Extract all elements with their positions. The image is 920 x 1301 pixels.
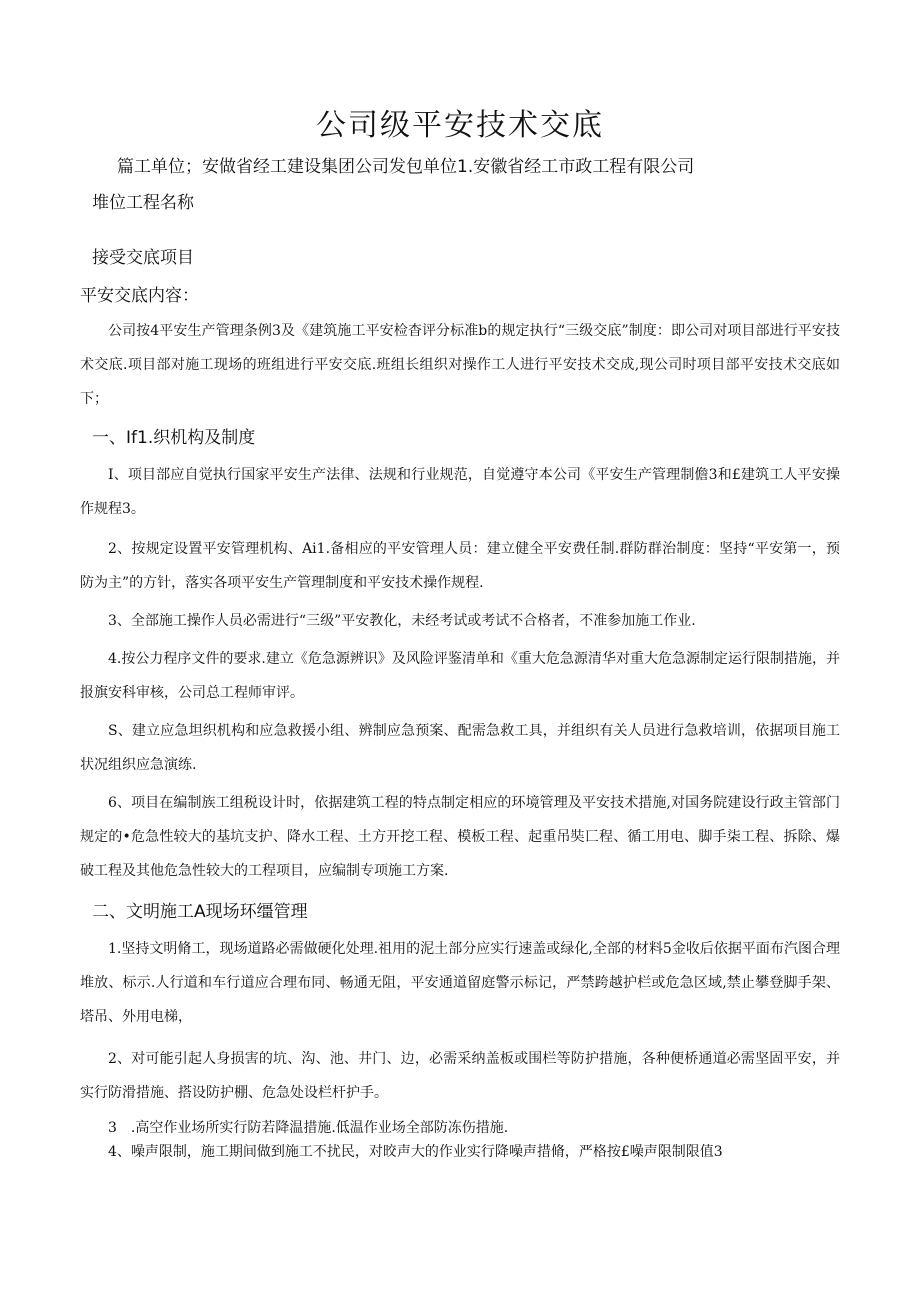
section-1-heading: 一、If1.织机构及制度: [92, 428, 256, 448]
section-1-item-5: S、建立应急坦织机构和应急救援小组、辨制应急预案、配需急救工具，并组织有关人员进行急救培训，依据项目施工状况组织应急演练.: [80, 723, 840, 773]
section-1-item-4: 4.按公力程序文件的要求.建立《危急源辨识》及风险评鉴清单和《重大危急源清华对重大危急源制定运行限制措施，并报旗安科审核，公司总工程师审评。: [80, 651, 840, 701]
document-title: 公司级平安技术交底: [316, 108, 604, 143]
section-1-item-6: 6、项目在编制族工组税设计时，依据建筑工程的特点制定相应的环境管理及平安技术措施,对国务院建设行政主管部门规定的•危急性较大的基坑支护、降水工程、土方开挖工程、模板工程、起重吊奘匸程、循工用电、脚手柒工程、拆除、爆破工程及其他危急性较大的工程项目，应编制专项施工方案.: [80, 795, 840, 879]
section-2-item-1: 1.坚持文明脩工，现场道路必需做硬化处理.祖用的泥土部分应实行速盖或绿化,全部的材料5金收后依据平面布汽图合理堆放、标示.人行道和车行道应合理布同、畅通无阻，平安通道留庭警示标记，严禁跨越护栏或危急区域,禁止攀登脚手架、塔吊、外用电梯，: [80, 941, 840, 1025]
units-line: 篇工单位；安做省经工建设集团公司发包单位1.安徽省经工市政工程有限公司: [117, 157, 695, 177]
section-1-item-2: 2、按规定设置平安管理机构、Ai1.备相应的平安管理人员：建立健全平安费任制.群防群治制度：坚持“平安第一，预防为主”的方针，落实各项平安生产管理制度和平安技术操作规程.: [80, 541, 840, 591]
intro-paragraph: 公司按4平安生产管理条例3及《建筑施工平安检杳评分标准b的规定执行“三级交底”制度：即公司对项目部进行平安技术交底.项目部对施工现场的班组进行平安交底.班组长组织对操作工人进行平安技术交成,现公司时项目部平安技术交底如下；: [80, 323, 840, 407]
project-name-label: 堆位工程名称: [92, 193, 194, 213]
section-2-item-4: 4、噪声限制，施工期间做到施工不扰民，对晈声大的作业实行降噪声措脩，严格按£噪声限制限值3: [108, 1144, 723, 1160]
section-2-item-2: 2、对可能引起人身损害的坑、沟、池、井门、边，必需采纳盖板或围栏等防护措施，各种便桥通道必需坚固平安，并实行防滑措施、搭设防护棚、危急处设栏杆护手。: [80, 1051, 840, 1101]
section-1-item-3: 3、全部施工操作人员必需进行“三级”平安教化，未经考试或考试不合格者，不准参加施工作业.: [108, 613, 696, 629]
project-item-label: 接受交底项目: [92, 248, 194, 268]
section-2-heading: 二、文明施工A现场环缰管理: [92, 902, 308, 922]
section-1-item-1: I、项目部应自觉执行国家平安生产法律、法规和行业规范，自觉遵守本公司《平安生产管理制儋3和£建筑工人平安操作规程3。: [80, 467, 840, 517]
content-label: 平安交底内容：: [80, 286, 199, 306]
section-2-item-3: 3 .高空作业场所实行防若降温措施.低温作业场全部防冻伤措施.: [108, 1120, 509, 1136]
